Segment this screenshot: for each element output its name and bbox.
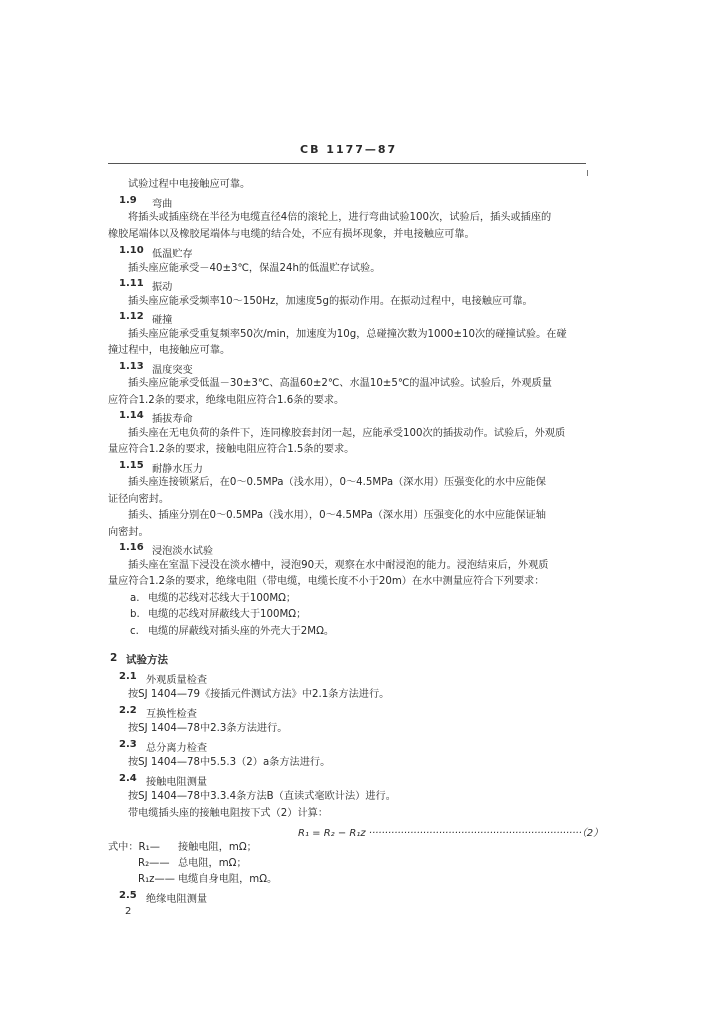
clause-number: 1.16 [119, 542, 144, 553]
legend-description: 接触电阻，mΩ； [178, 842, 257, 853]
clause-title: 振动 [152, 282, 173, 293]
header-standard-number: CB 1177—87 [300, 143, 398, 156]
list-item: 电缆的芯线对屏蔽线大于100MΩ； [148, 609, 307, 620]
legend-description: 电缆自身电阻，mΩ。 [178, 874, 278, 885]
clause-title: 总分离力检查 [146, 743, 208, 754]
text-line: 试验过程中电接触应可靠。 [128, 179, 251, 190]
clause-number: 2.5 [119, 890, 137, 901]
list-item: 电缆的芯线对芯线大于100MΩ； [148, 593, 297, 604]
text-line: 量应符合1.2条的要求，绝缘电阻（带电缆，电缆长度不小于20m）在水中测量应符合下列要求： [108, 576, 545, 587]
text-line: 插头、插座分别在0～0.5MPa（浅水用），0～4.5MPa（深水用）压强变化的水中应能保证轴 [128, 510, 546, 521]
text-line: 向密封。 [108, 527, 149, 538]
text-line: 应符合1.2条的要求，绝缘电阻应符合1.6条的要求。 [108, 395, 345, 406]
text-line: 撞过程中，电接触应可靠。 [108, 345, 231, 356]
text-line: 插头座在室温下浸没在淡水槽中，浸泡90天，观察在水中耐浸泡的能力。浸泡结束后，外观质 [128, 560, 549, 571]
text-line: 插头座应能承受频率10～150Hz，加速度5g的振动作用。在振动过程中，电接触应可靠。 [128, 296, 533, 307]
clause-title: 外观质量检查 [146, 675, 208, 686]
text-line: 证径向密封。 [108, 494, 170, 505]
clause-title: 温度突变 [152, 365, 193, 376]
clause-title: 接触电阻测量 [146, 777, 208, 788]
clause-number: 1.9 [119, 195, 137, 206]
list-marker: c. [130, 626, 139, 637]
legend-symbol: 式中：R₁— [108, 842, 160, 853]
margin-mark [587, 170, 588, 176]
page-number: 2 [125, 906, 132, 917]
clause-title: 绝缘电阻测量 [146, 894, 208, 905]
list-marker: b. [130, 609, 140, 620]
legend-symbol: R₂—— [138, 858, 170, 869]
text-line: 按SJ 1404—79《接插元件测试方法》中2.1条方法进行。 [128, 689, 390, 700]
clause-number: 2.1 [119, 671, 137, 682]
header-rule [108, 163, 586, 164]
text-line: 插头座应能承受低温－30±3℃、高温60±2℃、水温10±5℃的温冲试验。试验后，外观质量 [128, 378, 552, 389]
text-line: 插头座应能承受重复频率50次/min，加速度为10g，总碰撞次数为1000±10次的碰撞试验。在碰 [128, 329, 567, 340]
clause-title: 低温贮存 [152, 249, 193, 260]
clause-title: 弯曲 [152, 199, 173, 210]
clause-number: 2.4 [119, 773, 137, 784]
list-item: 电缆的屏蔽线对插头座的外壳大于2MΩ。 [148, 626, 335, 637]
list-marker: a. [130, 593, 140, 604]
clause-title: 碰撞 [152, 315, 173, 326]
clause-title: 插拔寿命 [152, 414, 193, 425]
legend-symbol: R₁z—— [138, 874, 175, 885]
clause-number: 1.10 [119, 245, 144, 256]
clause-title: 浸泡淡水试验 [152, 546, 214, 557]
clause-number: 1.13 [119, 361, 144, 372]
section-number: 2 [110, 652, 118, 664]
clause-number: 1.15 [119, 460, 144, 471]
clause-number: 1.14 [119, 410, 144, 421]
clause-title: 互换性检查 [146, 709, 197, 720]
section-title: 试验方法 [126, 654, 168, 666]
text-line: 按SJ 1404—78中3.3.4条方法B（直读式毫欧计法）进行。 [128, 791, 396, 802]
text-line: 插头座在无电负荷的条件下，连同橡胶套封闭一起，应能承受100次的插拔动作。试验后，外观质 [128, 428, 566, 439]
clause-number: 1.12 [119, 311, 144, 322]
clause-number: 1.11 [119, 278, 144, 289]
text-line: 带电缆插头座的接触电阻按下式（2）计算： [128, 808, 329, 819]
clause-number: 2.2 [119, 705, 137, 716]
clause-number: 2.3 [119, 739, 137, 750]
text-line: 按SJ 1404—78中5.5.3（2）a条方法进行。 [128, 757, 331, 768]
text-line: 量应符合1.2条的要求，接触电阻应符合1.5条的要求。 [108, 444, 355, 455]
formula-2: R₁ = R₂ − R₁z ···································································（2） [298, 828, 604, 839]
text-line: 插头座连接锁紧后，在0～0.5MPa（浅水用），0～4.5MPa（深水用）压强变化的水中应能保 [128, 477, 546, 488]
text-line: 插头座应能承受－40±3℃，保温24h的低温贮存试验。 [128, 263, 381, 274]
legend-description: 总电阻，mΩ； [178, 858, 247, 869]
text-line: 橡胶尾端体以及橡胶尾端体与电缆的结合处，不应有损坏现象，并电接触应可靠。 [108, 229, 475, 240]
text-line: 按SJ 1404—78中2.3条方法进行。 [128, 723, 288, 734]
clause-title: 耐静水压力 [152, 464, 203, 475]
text-line: 将插头或插座绕在半径为电缆直径4倍的滚轮上，进行弯曲试验100次，试验后，插头或插座的 [128, 212, 552, 223]
